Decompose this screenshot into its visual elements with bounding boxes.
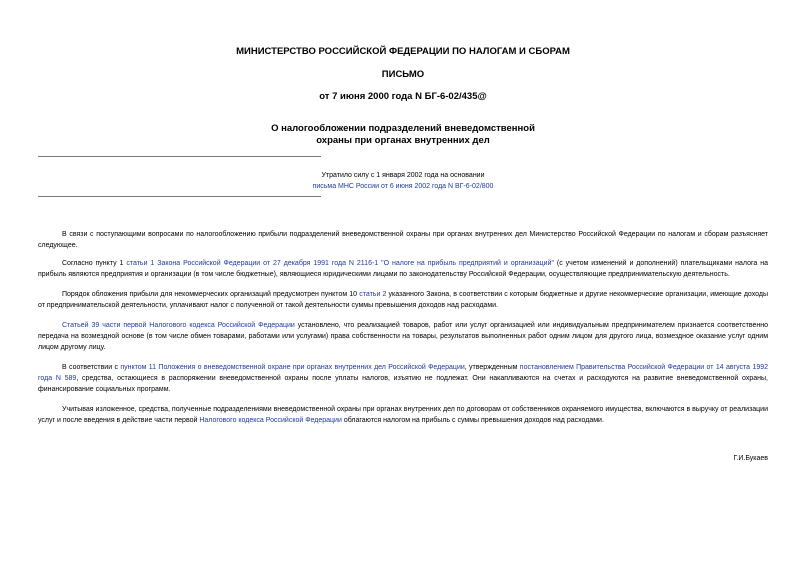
paragraph-4 xyxy=(38,321,768,353)
paragraph-3 xyxy=(38,290,768,312)
divider-top xyxy=(38,156,321,157)
date-number-heading: от 7 июня 2000 года N БГ-6-02/435@ xyxy=(319,91,487,102)
article-2-link[interactable]: статьи 2 xyxy=(359,291,387,298)
tax-code-article-39-link[interactable]: Статьей 39 части первой Налогового кодекса Российской Федерации xyxy=(62,322,295,329)
paragraph-3-text-a: Порядок обложения прибыли для некоммерческих организаций предусмотрен пунктом 10 xyxy=(62,291,360,298)
paragraph-5 xyxy=(38,363,768,395)
paragraph-2-text-a: Согласно пункту 1 xyxy=(62,260,127,267)
paragraph-2-text-b: (с учетом изменений и дополнений) плательщиками налога на прибыль являются предприятия и организации (в том числе бюджетные), являющиеся юридическими лицами по законодательству Российской Федерации, осуществляющие предпринимательскую деятельность. xyxy=(38,260,768,278)
regulation-point-11-link[interactable]: пунктом 11 Положения о вневедомственной охране при органах внутренних дел Российской Федерации xyxy=(120,364,465,371)
lost-force-note xyxy=(38,171,768,192)
paragraph-3-text-b: указанного Закона, в соответствии с которым бюджетные и другие некоммерческие организации, имеющие доходы от предпринимательской деятельности, уплачивают налог с полученной от такой деятельности суммы превышения доходов над расходами. xyxy=(38,291,769,309)
tax-code-link[interactable]: Налогового кодекса Российской Федерации xyxy=(199,416,342,424)
paragraph-4-text-b: установлено, что реализацией товаров, работ или услуг организацией или индивидуальным предпринимателем признается соответственно передача на возмездной основе (в том числе обмен товарами, работами или услугами) права собственности на товары, результатов выполненных работ одним лицом для другого лица, возмездное оказание услуг одним лицом другому лицу. xyxy=(38,322,769,351)
doc-type-heading: ПИСЬМО xyxy=(381,69,425,80)
paragraph-2 xyxy=(38,259,768,281)
title-line-1: О налогообложении подразделений вневедомственной xyxy=(271,123,535,134)
paragraph-6 xyxy=(38,405,768,427)
ministry-heading: МИНИСТЕРСТВО РОССИЙСКОЙ ФЕДЕРАЦИИ ПО НАЛОГАМ И СБОРАМ xyxy=(236,46,570,57)
signature: Г.И.Букаев xyxy=(733,455,768,462)
title-line-2: охраны при органах внутренних дел xyxy=(316,134,490,146)
paragraph-5-text-b: , утвержденным xyxy=(464,364,520,371)
law-article-1-link[interactable]: статьи 1 Закона Российской Федерации от 27 декабря 1991 года N 2116-1 "О налоге на прибыль предприятий и организаций" xyxy=(126,260,554,267)
document-title xyxy=(38,123,768,146)
government-resolution-link[interactable]: постановлением Правительства Российской Федерации от 14 августа 1992 года N 589 xyxy=(38,364,768,382)
lost-force-link[interactable]: письма МНС России от 6 июня 2002 года N ВГ-6-02/800 xyxy=(312,182,494,190)
paragraph-1-text: В связи с поступающими вопросами по налогообложению прибыли подразделений вневедомственной охраны при органах внутренних дел Министерство Российской Федерации по налогам и сборам разъясняет следующее. xyxy=(38,231,768,249)
paragraph-6-text-b: облагаются налогом на прибыль с суммы превышения доходов над расходами. xyxy=(341,416,604,424)
paragraph-1 xyxy=(38,230,768,252)
paragraph-5-text-a: В соответствии с xyxy=(62,364,121,371)
divider-bottom xyxy=(38,196,321,197)
lost-force-text: Утратило силу с 1 января 2002 года на основании xyxy=(321,172,485,179)
paragraph-5-text-c: , средства, остающиеся в распоряжении вневедомственной охраны после уплаты налогов, изъятию не подлежат. Они накапливаются на счетах и расходуются на развитие вневедомственной охраны, финансирование социальных программ. xyxy=(38,374,768,393)
paragraph-6-text-a: Учитывая изложенное, средства, полученные подразделениями вневедомственной охраны при органах внутренних дел по договорам от собственников охраняемого имущества, включаются в выручку от реализации услуг и после введения в действие части первой xyxy=(38,406,768,424)
